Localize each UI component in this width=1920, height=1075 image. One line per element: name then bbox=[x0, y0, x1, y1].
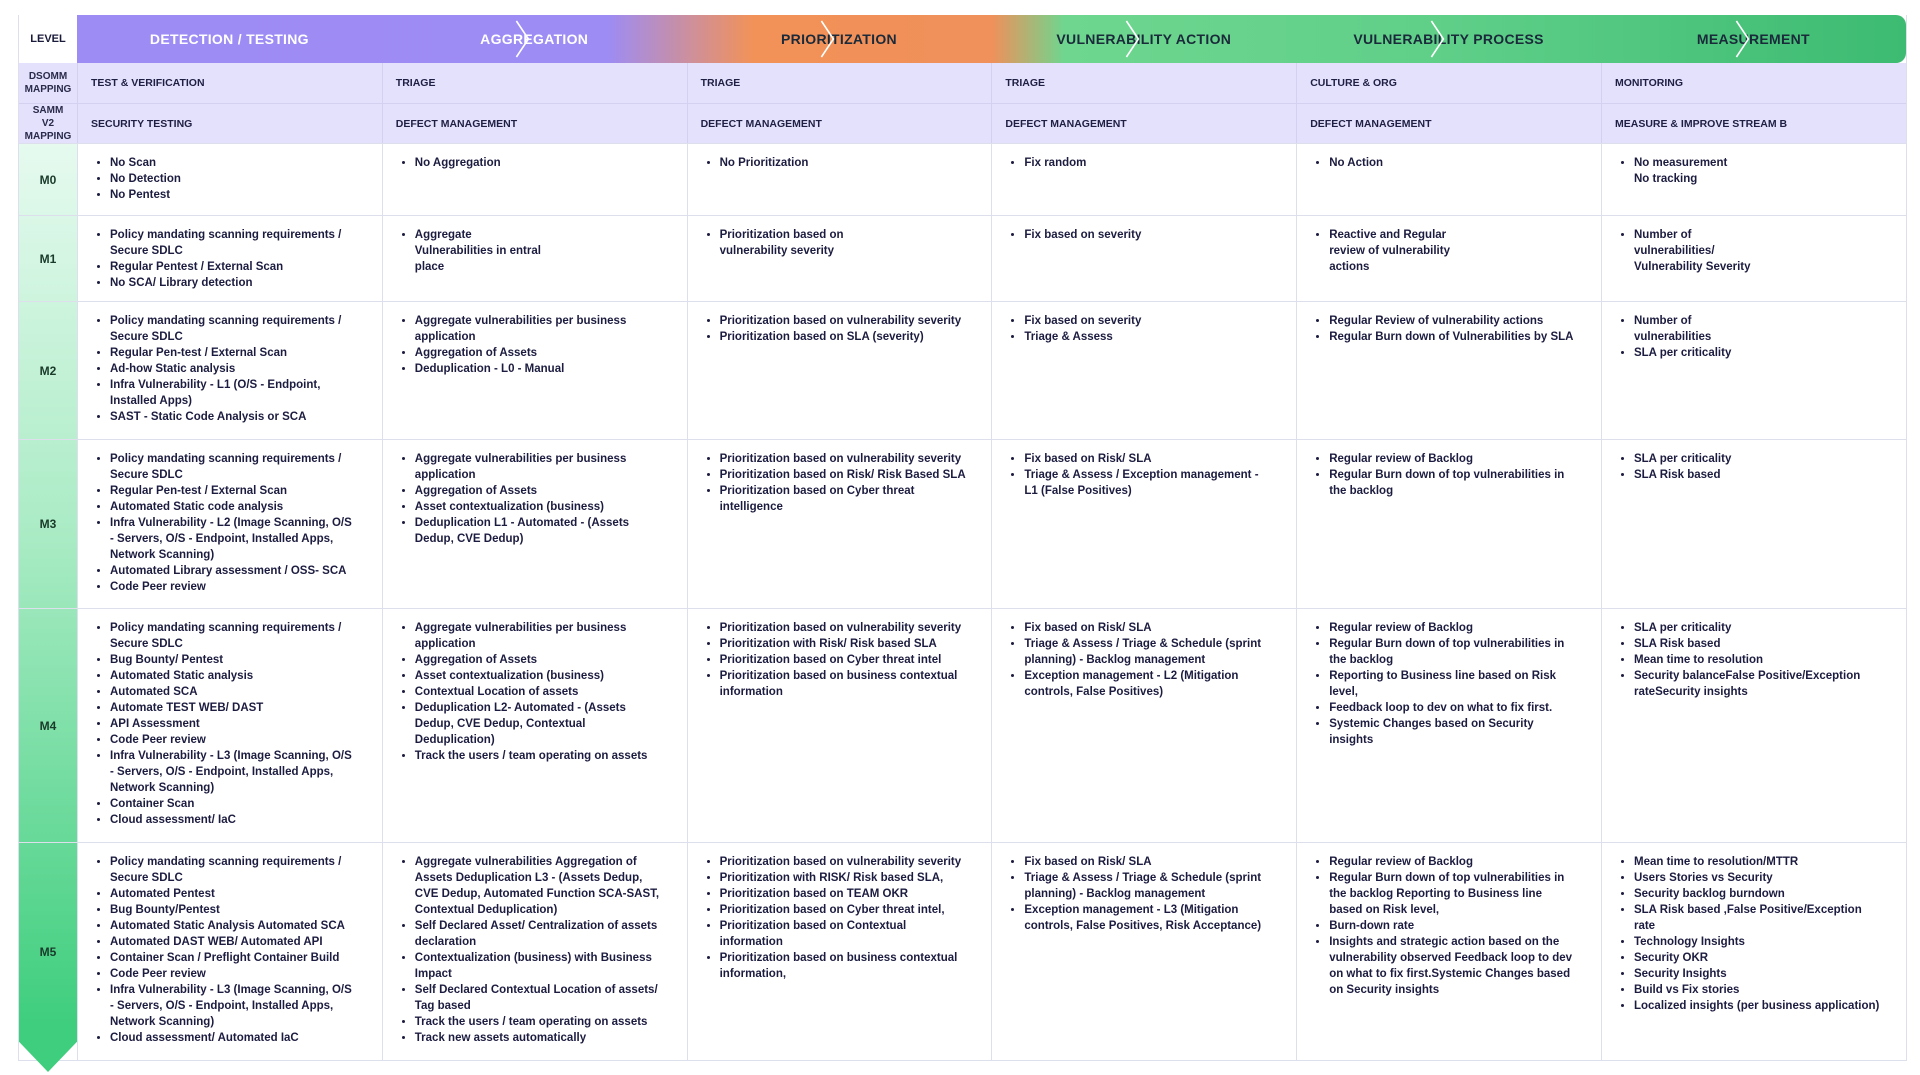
list-item: • Aggregation of Assets bbox=[415, 652, 677, 668]
bullet-list bbox=[1307, 227, 1591, 275]
list-item: • Aggregation of Assets bbox=[415, 345, 677, 361]
list-item: • Aggregate vulnerabilities per business application bbox=[415, 313, 677, 345]
level-label: M5 bbox=[39, 944, 57, 959]
list-item: • Prioritization with RISK/ Risk based SLA, bbox=[720, 870, 982, 886]
list-item: • Regular Review of vulnerability actions bbox=[1329, 313, 1591, 329]
list-item: • No SCA/ Library detection bbox=[110, 275, 372, 291]
list-item: • Bug Bounty/Pentest bbox=[110, 902, 372, 918]
bullet-list bbox=[698, 313, 982, 345]
matrix-cell bbox=[1296, 302, 1601, 439]
list-item: • Fix random bbox=[1024, 155, 1286, 171]
list-item: • Policy mandating scanning requirements / Secure SDLC bbox=[110, 451, 372, 483]
list-item: • Prioritization based on business contextual information bbox=[720, 668, 982, 700]
list-item: • Regular review of Backlog bbox=[1329, 451, 1591, 467]
list-item: • Fix based on Risk/ SLA bbox=[1024, 854, 1286, 870]
matrix-cell bbox=[77, 609, 382, 842]
header-row bbox=[19, 15, 1906, 63]
list-item: • Regular Burn down of top vulnerabilities in the backlog Reporting to Business line based on Risk level, bbox=[1329, 870, 1591, 918]
list-item: • Prioritization based on Cyber threat intelligence bbox=[720, 483, 982, 515]
mapping-cell: TRIAGE bbox=[687, 63, 992, 103]
matrix-cell bbox=[991, 144, 1296, 215]
matrix-cell bbox=[1296, 843, 1601, 1060]
matrix-cell bbox=[1601, 843, 1906, 1060]
list-item: • Regular review of Backlog bbox=[1329, 854, 1591, 870]
matrix-cell bbox=[1601, 216, 1906, 301]
list-item: • Contextualization (business) with Business Impact bbox=[415, 950, 677, 982]
bullet-list bbox=[698, 854, 982, 982]
bullet-list bbox=[88, 451, 372, 595]
matrix-cell bbox=[1296, 609, 1601, 842]
list-item: • Code Peer review bbox=[110, 579, 372, 595]
list-item: • Container Scan bbox=[110, 796, 372, 812]
level-row-m5 bbox=[19, 842, 1906, 1060]
matrix-cell bbox=[77, 216, 382, 301]
matrix-cell bbox=[382, 440, 687, 608]
list-item: • Automated DAST WEB/ Automated API bbox=[110, 934, 372, 950]
bullet-list bbox=[393, 620, 677, 764]
matrix-cell bbox=[1296, 440, 1601, 608]
bullet-list bbox=[1307, 313, 1591, 345]
matrix-cell bbox=[1601, 440, 1906, 608]
list-item: • Cloud assessment/ IaC bbox=[110, 812, 372, 828]
stage-prioritization: PRIORITIZATION bbox=[781, 31, 897, 47]
list-item: • Deduplication L2- Automated - (Assets Dedup, CVE Dedup, Contextual Deduplication) bbox=[415, 700, 677, 748]
list-item: • Prioritization based on vulnerability severity bbox=[720, 854, 982, 870]
list-item: • Prioritization based on SLA (severity) bbox=[720, 329, 982, 345]
list-item: • SLA Risk based bbox=[1634, 467, 1896, 483]
mapping-cell: MONITORING bbox=[1601, 63, 1906, 103]
stage-detection: DETECTION / TESTING bbox=[149, 31, 309, 47]
stage-vulnerability-action: VULNERABILITY ACTION bbox=[1056, 31, 1232, 47]
matrix-cell bbox=[1296, 216, 1601, 301]
list-item: • Users Stories vs Security bbox=[1634, 870, 1896, 886]
bullet-list bbox=[1612, 620, 1896, 700]
list-item: • Contextual Location of assets bbox=[415, 684, 677, 700]
samm-mapping-label: SAMM V2 MAPPING bbox=[24, 105, 72, 142]
list-item: • Asset contextualization (business) bbox=[415, 499, 677, 515]
list-item: • Infra Vulnerability - L2 (Image Scanning, O/S - Servers, O/S - Endpoint, Installed Apps, Network Scanning) bbox=[110, 515, 372, 563]
matrix-cell bbox=[991, 440, 1296, 608]
list-item: • Fix based on Risk/ SLA bbox=[1024, 620, 1286, 636]
stage-vulnerability-process: VULNERABILITY PROCESS bbox=[1353, 31, 1544, 47]
list-item: • Self Declared Contextual Location of assets/ Tag based bbox=[415, 982, 677, 1014]
matrix-cell bbox=[687, 609, 992, 842]
bullet-list bbox=[88, 854, 372, 1046]
list-item: • Triage & Assess / Triage & Schedule (sprint planning) - Backlog management bbox=[1024, 636, 1286, 668]
mapping-cell: SECURITY TESTING bbox=[77, 104, 382, 143]
level-label: M3 bbox=[39, 517, 57, 531]
list-item: • SLA per criticality bbox=[1634, 620, 1896, 636]
bullet-list bbox=[698, 451, 982, 515]
matrix-cell bbox=[687, 302, 992, 439]
list-item: • Prioritization based on vulnerability severity bbox=[720, 227, 982, 259]
list-item: • Prioritization based on business contextual information, bbox=[720, 950, 982, 982]
list-item: • Mean time to resolution bbox=[1634, 652, 1896, 668]
list-item: • Reporting to Business line based on Risk level, bbox=[1329, 668, 1591, 700]
list-item: • No Scan bbox=[110, 155, 372, 171]
list-item: • Feedback loop to dev on what to fix first. bbox=[1329, 700, 1591, 716]
list-item: • Regular Pen-test / External Scan bbox=[110, 483, 372, 499]
matrix-cell bbox=[382, 302, 687, 439]
bullet-list bbox=[393, 854, 677, 1046]
list-item: • Automated Pentest bbox=[110, 886, 372, 902]
list-item: • Number of vulnerabilities/ Vulnerability Severity bbox=[1634, 227, 1896, 275]
list-item: • Policy mandating scanning requirements / Secure SDLC bbox=[110, 313, 372, 345]
list-item: • Aggregate vulnerabilities per business application bbox=[415, 451, 677, 483]
level-row-m0 bbox=[19, 143, 1906, 215]
list-item: • Ad-how Static analysis bbox=[110, 361, 372, 377]
list-item: • Policy mandating scanning requirements / Secure SDLC bbox=[110, 227, 372, 259]
matrix-cell bbox=[991, 302, 1296, 439]
mapping-cell: DEFECT MANAGEMENT bbox=[991, 104, 1296, 143]
list-item: • Insights and strategic action based on the vulnerability observed Feedback loop to dev on what to fix first.Systemic Changes based on Security insights bbox=[1329, 934, 1591, 998]
list-item: • SLA Risk based ,False Positive/Exception rate bbox=[1634, 902, 1896, 934]
list-item: • Prioritization based on Cyber threat intel, bbox=[720, 902, 982, 918]
list-item: • Cloud assessment/ Automated IaC bbox=[110, 1030, 372, 1046]
list-item: • Deduplication L1 - Automated - (Assets Dedup, CVE Dedup) bbox=[415, 515, 677, 547]
list-item: • Automate TEST WEB/ DAST bbox=[110, 700, 372, 716]
list-item: • Fix based on severity bbox=[1024, 227, 1286, 243]
list-item: • No Action bbox=[1329, 155, 1591, 171]
level-row-m3 bbox=[19, 439, 1906, 608]
dsomm-mapping-row bbox=[19, 63, 1906, 103]
list-item: • Automated Static Analysis Automated SCA bbox=[110, 918, 372, 934]
list-item: • Prioritization based on Contextual information bbox=[720, 918, 982, 950]
bullet-list bbox=[1307, 451, 1591, 499]
list-item: • Security backlog burndown bbox=[1634, 886, 1896, 902]
list-item: • Regular Pentest / External Scan bbox=[110, 259, 372, 275]
bullet-list bbox=[1612, 313, 1896, 361]
list-item: • Aggregate vulnerabilities Aggregation of Assets Deduplication L3 - (Assets Dedup, CVE Dedup, Automated Function SCA-SAST, Contextual Deduplication) bbox=[415, 854, 677, 918]
bullet-list bbox=[1612, 854, 1896, 1014]
list-item: • Deduplication - L0 - Manual bbox=[415, 361, 677, 377]
bullet-list bbox=[1307, 620, 1591, 748]
list-item: • Infra Vulnerability - L3 (Image Scanning, O/S - Servers, O/S - Endpoint, Installed Apps, Network Scanning) bbox=[110, 982, 372, 1030]
bullet-list bbox=[698, 227, 982, 259]
list-item: • Regular Burn down of Vulnerabilities by SLA bbox=[1329, 329, 1591, 345]
list-item: • Security OKR bbox=[1634, 950, 1896, 966]
bullet-list bbox=[393, 451, 677, 547]
list-item: • Aggregate Vulnerabilities in entral place bbox=[415, 227, 677, 275]
list-item: • Asset contextualization (business) bbox=[415, 668, 677, 684]
list-item: • Policy mandating scanning requirements / Secure SDLC bbox=[110, 854, 372, 886]
bullet-list bbox=[698, 620, 982, 700]
bullet-list bbox=[88, 227, 372, 291]
list-item: • Track the users / team operating on assets bbox=[415, 748, 677, 764]
bullet-list bbox=[393, 227, 677, 275]
list-item: • API Assessment bbox=[110, 716, 372, 732]
bullet-list bbox=[1002, 313, 1286, 345]
mapping-cell: MEASURE & IMPROVE STREAM B bbox=[1601, 104, 1906, 143]
stage-measurement: MEASUREMENT bbox=[1696, 31, 1810, 47]
list-item: • SLA per criticality bbox=[1634, 451, 1896, 467]
list-item: • Regular Burn down of top vulnerabilities in the backlog bbox=[1329, 636, 1591, 668]
bullet-list bbox=[88, 620, 372, 828]
list-item: • Exception management - L3 (Mitigation controls, False Positives, Risk Acceptance) bbox=[1024, 902, 1286, 934]
matrix-cell bbox=[77, 144, 382, 215]
list-item: • Bug Bounty/ Pentest bbox=[110, 652, 372, 668]
dsomm-mapping-label: DSOMM MAPPING bbox=[24, 71, 72, 95]
matrix-cell bbox=[77, 440, 382, 608]
list-item: • Prioritization based on vulnerability severity bbox=[720, 620, 982, 636]
list-item: • Regular Burn down of top vulnerabilities in the backlog bbox=[1329, 467, 1591, 499]
level-row-m1 bbox=[19, 215, 1906, 301]
matrix-cell bbox=[687, 843, 992, 1060]
list-item: • Track the users / team operating on assets bbox=[415, 1014, 677, 1030]
matrix-cell bbox=[382, 609, 687, 842]
bullet-list bbox=[393, 155, 677, 171]
list-item: • Reactive and Regular review of vulnerability actions bbox=[1329, 227, 1591, 275]
matrix-cell bbox=[687, 440, 992, 608]
list-item: • Mean time to resolution/MTTR bbox=[1634, 854, 1896, 870]
list-item: • Aggregation of Assets bbox=[415, 483, 677, 499]
level-label: M2 bbox=[39, 363, 57, 378]
list-item: • Localized insights (per business application) bbox=[1634, 998, 1896, 1014]
list-item: • No Detection bbox=[110, 171, 372, 187]
list-item: • No Aggregation bbox=[415, 155, 677, 171]
list-item: • SAST - Static Code Analysis or SCA bbox=[110, 409, 372, 425]
list-item: • Infra Vulnerability - L3 (Image Scanning, O/S - Servers, O/S - Endpoint, Installed Apps, Network Scanning) bbox=[110, 748, 372, 796]
list-item: • Automated Library assessment / OSS- SCA bbox=[110, 563, 372, 579]
mapping-cell: TRIAGE bbox=[382, 63, 687, 103]
bullet-list bbox=[88, 313, 372, 425]
samm-mapping-row bbox=[19, 103, 1906, 143]
list-item: • Infra Vulnerability - L1 (O/S - Endpoint, Installed Apps) bbox=[110, 377, 372, 409]
list-item: • Triage & Assess bbox=[1024, 329, 1286, 345]
level-label: M4 bbox=[39, 718, 57, 733]
bullet-list bbox=[1612, 227, 1896, 275]
list-item: • Policy mandating scanning requirements / Secure SDLC bbox=[110, 620, 372, 652]
bullet-list bbox=[698, 155, 982, 171]
list-item: • Triage & Assess / Triage & Schedule (sprint planning) - Backlog management bbox=[1024, 870, 1286, 902]
matrix-cell bbox=[991, 843, 1296, 1060]
list-item: • SLA Risk based bbox=[1634, 636, 1896, 652]
bullet-list bbox=[1307, 155, 1591, 171]
list-item: • Automated Static code analysis bbox=[110, 499, 372, 515]
bullet-list bbox=[1307, 854, 1591, 998]
list-item: • No Prioritization bbox=[720, 155, 982, 171]
list-item: • Fix based on severity bbox=[1024, 313, 1286, 329]
bullet-list bbox=[1002, 620, 1286, 700]
list-item: • Number of vulnerabilities bbox=[1634, 313, 1896, 345]
mapping-cell: DEFECT MANAGEMENT bbox=[382, 104, 687, 143]
level-label: M0 bbox=[39, 172, 57, 187]
mapping-cell: DEFECT MANAGEMENT bbox=[687, 104, 992, 143]
list-item: • Regular Pen-test / External Scan bbox=[110, 345, 372, 361]
list-item: • Triage & Assess / Exception management - L1 (False Positives) bbox=[1024, 467, 1286, 499]
list-item: • Security Insights bbox=[1634, 966, 1896, 982]
matrix-cell bbox=[1601, 144, 1906, 215]
list-item: • Prioritization based on Cyber threat intel bbox=[720, 652, 982, 668]
list-item: • Security balanceFalse Positive/Exception rateSecurity insights bbox=[1634, 668, 1896, 700]
list-item: • Regular review of Backlog bbox=[1329, 620, 1591, 636]
list-item: • Container Scan / Preflight Container Build bbox=[110, 950, 372, 966]
list-item: • Track new assets automatically bbox=[415, 1030, 677, 1046]
mapping-cell: TEST & VERIFICATION bbox=[77, 63, 382, 103]
list-item: • Burn-down rate bbox=[1329, 918, 1591, 934]
matrix-cell bbox=[687, 144, 992, 215]
matrix-cell bbox=[382, 216, 687, 301]
list-item: • Code Peer review bbox=[110, 732, 372, 748]
level-header: LEVEL bbox=[19, 15, 77, 63]
list-item: • No measurement No tracking bbox=[1634, 155, 1896, 187]
stage-band bbox=[77, 15, 1906, 63]
level-row-m2 bbox=[19, 301, 1906, 439]
list-item: • Systemic Changes based on Security insights bbox=[1329, 716, 1591, 748]
bullet-list bbox=[1002, 155, 1286, 171]
list-item: • No Pentest bbox=[110, 187, 372, 203]
bullet-list bbox=[1002, 451, 1286, 499]
matrix-cell bbox=[382, 144, 687, 215]
matrix-cell bbox=[1296, 144, 1601, 215]
matrix-cell bbox=[1601, 609, 1906, 842]
matrix-cell bbox=[77, 302, 382, 439]
bullet-list bbox=[393, 313, 677, 377]
level-row-m4 bbox=[19, 608, 1906, 842]
list-item: • Technology Insights bbox=[1634, 934, 1896, 950]
stage-aggregation: AGGREGATION bbox=[480, 31, 589, 47]
bullet-list bbox=[88, 155, 372, 203]
list-item: • Prioritization based on TEAM OKR bbox=[720, 886, 982, 902]
matrix-cell bbox=[687, 216, 992, 301]
matrix-cell bbox=[77, 843, 382, 1060]
list-item: • Self Declared Asset/ Centralization of assets declaration bbox=[415, 918, 677, 950]
mapping-cell: DEFECT MANAGEMENT bbox=[1296, 104, 1601, 143]
list-item: • Fix based on Risk/ SLA bbox=[1024, 451, 1286, 467]
list-item: • Build vs Fix stories bbox=[1634, 982, 1896, 998]
bullet-list bbox=[1002, 227, 1286, 243]
matrix-cell bbox=[991, 216, 1296, 301]
maturity-matrix bbox=[18, 15, 1907, 1061]
list-item: • Prioritization based on vulnerability severity bbox=[720, 313, 982, 329]
list-item: • Aggregate vulnerabilities per business application bbox=[415, 620, 677, 652]
list-item: • Prioritization based on Risk/ Risk Based SLA bbox=[720, 467, 982, 483]
list-item: • Code Peer review bbox=[110, 966, 372, 982]
mapping-cell: CULTURE & ORG bbox=[1296, 63, 1601, 103]
bullet-list bbox=[1612, 451, 1896, 483]
bullet-list bbox=[1002, 854, 1286, 934]
list-item: • Prioritization with Risk/ Risk based SLA bbox=[720, 636, 982, 652]
level-label: M1 bbox=[39, 251, 57, 266]
mapping-cell: TRIAGE bbox=[991, 63, 1296, 103]
list-item: • SLA per criticality bbox=[1634, 345, 1896, 361]
list-item: • Automated SCA bbox=[110, 684, 372, 700]
matrix-cell bbox=[991, 609, 1296, 842]
list-item: • Prioritization based on vulnerability severity bbox=[720, 451, 982, 467]
list-item: • Exception management - L2 (Mitigation controls, False Positives) bbox=[1024, 668, 1286, 700]
bullet-list bbox=[1612, 155, 1896, 187]
matrix-cell bbox=[382, 843, 687, 1060]
list-item: • Automated Static analysis bbox=[110, 668, 372, 684]
matrix-cell bbox=[1601, 302, 1906, 439]
